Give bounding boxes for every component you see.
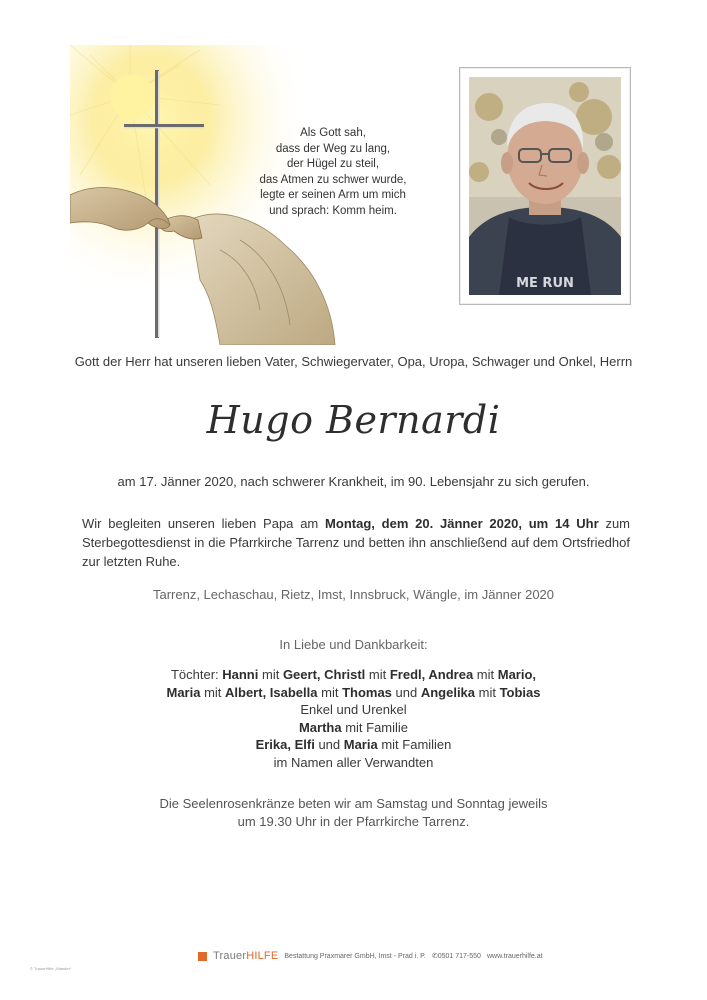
poem-line: Als Gott sah, [300,127,366,139]
family-row-relatives: im Namen aller Verwandten [273,754,434,770]
family-text: und [314,737,344,752]
trauerhilfe-logo-icon [198,952,207,961]
footer [198,949,543,963]
family-text: mit [473,667,498,682]
family-name: Martha [298,719,342,735]
poem-line: der Hügel zu steil, [286,158,380,170]
company-name: Bestattung Praxmarer GmbH, Imst - Prad i. P. [284,952,426,960]
shirt-text: ME RUN [516,276,574,291]
copyright-note: © TrauerHilfe „Wander“ [30,966,72,971]
family-name: Erika, Elfi [255,737,315,752]
family-name: Maria [166,684,201,700]
poem-line: das Atmen zu schwer wurde, [259,173,407,186]
family-text: mit [475,684,500,700]
family-name: Thomas [342,684,392,700]
family-text: mit [258,667,283,682]
family-text: mit Familien [377,737,452,752]
portrait-photo-frame [459,67,631,305]
in-liebe-heading: In Liebe und Dankbarkeit: [279,637,428,652]
funeral-text-post: zum Sterbegottesdienst in die Pfarrkirche Tarrenz und betten ihn anschließend auf dem Ortsfriedhof zur letzten Ruhe. [82,516,630,569]
family-list [0,666,707,771]
intro-text: Gott der Herr hat unseren lieben Vater, Schwiegervater, Opa, Uropa, Schwager und Onkel, Herrn [74,354,633,369]
family-row-grandchildren: Enkel und Urenkel [300,702,407,717]
family-row-siblings [0,736,707,754]
family-text: Töchter: [170,667,223,682]
website-link[interactable]: www.trauerhilfe.at [486,952,543,960]
poem [238,126,428,219]
funeral-text-pre: Wir begleiten unseren lieben Papa am [82,516,326,531]
rosary-line: Die Seelenrosenkränze beten wir am Samstag und Sonntag jeweils [159,796,548,811]
rosary-line: um 19.30 Uhr in der Pfarrkirche Tarrenz. [237,813,470,829]
family-name: Mario, [497,667,537,682]
family-name: Fredl, Andrea [389,667,474,682]
poem-line: legte er seinen Arm um mich [260,189,406,201]
portrait-photo [469,77,621,295]
phone-number: ✆0501 717-550 [431,953,481,960]
family-name: Angelika [420,684,476,700]
brand-part-accent: HILFE [246,950,279,962]
deceased-name: Hugo Bernardi [206,398,501,442]
poem-line: und sprach: Komm heim. [269,204,397,217]
family-name: Maria [343,737,378,752]
family-name: Tobias [499,684,541,700]
family-text: mit [317,684,343,700]
family-name: Albert, Isabella [225,684,318,700]
family-text: mit [200,684,226,700]
family-text: mit [365,667,390,682]
death-notice-text: am 17. Jänner 2020, nach schwerer Krankheit, im 90. Lebensjahr zu sich gerufen. [117,474,590,489]
family-row-daughters-2 [0,684,707,702]
family-text: mit Familie [341,719,409,735]
funeral-date: Montag, dem 20. Jänner 2020, um 14 Uhr [325,516,599,531]
poem-line: dass der Weg zu lang, [275,142,391,155]
family-name: Geert, Christl [282,667,366,682]
brand-part: Trauer [213,950,247,962]
family-name: Hanni [222,667,259,682]
family-row-daughters [0,666,707,684]
funeral-paragraph [82,514,630,571]
places-date: Tarrenz, Lechaschau, Rietz, Imst, Innsbruck, Wängle, im Jänner 2020 [152,587,555,602]
family-row-martha [0,719,707,737]
family-text: und [391,684,421,700]
rosary-notice [0,795,707,830]
brand-name [213,950,278,962]
